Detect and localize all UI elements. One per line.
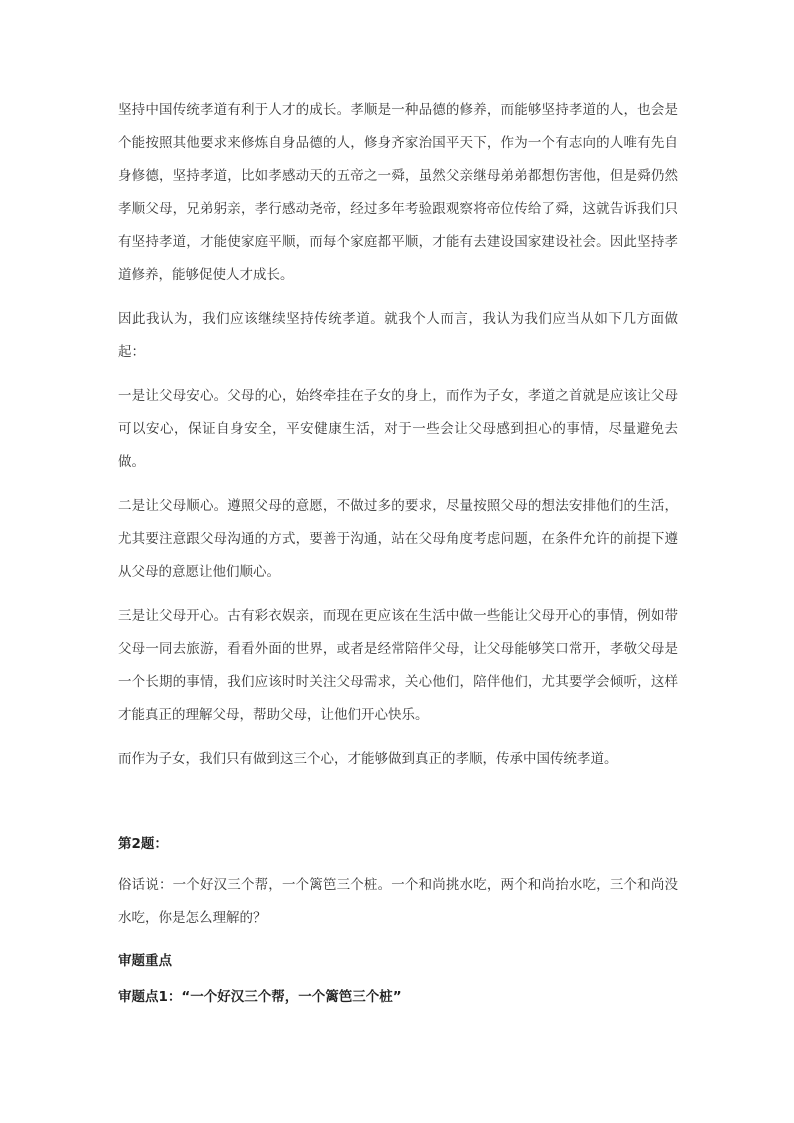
paragraph-talent-growth: 坚持中国传统孝道有利于人才的成长。孝顺是一种品德的修养，而能够坚持孝道的人，也会是个能按照其他要求来修炼自身品德的人，修身齐家治国平天下，作为一个有志向的人唯有先自身修德，坚持孝道，比如孝感动天的五帝之一舜，虽然父亲继母弟弟都想伤害他，但是舜仍然孝顺父母，兄弟躬亲，孝行感动尧帝，经过多年考验跟观察将帝位传给了舜，这就告诉我们只有坚持孝道，才能使家庭平顺，而每个家庭都平顺，才能有去建设国家建设社会。因此坚持孝道修养，能够促使人才成长。 <box>118 102 678 283</box>
paragraph-conclusion: 而作为子女，我们只有做到这三个心，才能够做到真正的孝顺，传承中国传统孝道。 <box>118 751 618 767</box>
document-page <box>118 94 678 1012</box>
question-title: 第2题： <box>118 836 168 852</box>
paragraph-continue-filial-piety: 因此我认为，我们应该继续坚持传统孝道。就我个人而言，我认为我们应当从如下几方面做起： <box>118 311 678 360</box>
point-heading: 审题点1：“一个好汉三个帮，一个篱笆三个桩” <box>118 989 402 1005</box>
paragraph-peace-of-mind: 一是让父母安心。父母的心，始终牵挂在子女的身上，而作为子女，孝道之首就是应该让父母可以安心，保证自身安全，平安健康生活，对于一些会让父母感到担心的事情，尽量避免去做。 <box>118 388 678 470</box>
paragraph-happiness: 三是让父母开心。古有彩衣娱亲，而现在更应该在生活中做一些能让父母开心的事情，例如带父母一同去旅游，看看外面的世界，或者是经常陪伴父母，让父母能够笑口常开，孝敬父母是一个长期的事情，我们应该时时关注父母需求，关心他们，陪伴他们，尤其要学会倾听，这样才能真正的理解父母，帮助父母，让他们开心快乐。 <box>118 608 678 723</box>
section-spacer <box>118 787 678 828</box>
question-text: 俗话说：一个好汉三个帮，一个篱笆三个桩。一个和尚挑水吃，两个和尚抬水吃，三个和尚没水吃，你是怎么理解的？ <box>118 877 678 926</box>
section-heading: 审题重点 <box>118 953 172 969</box>
paragraph-compliance: 二是让父母顺心。遵照父母的意愿，不做过多的要求，尽量按照父母的想法安排他们的生活，尤其要注意跟父母沟通的方式，要善于沟通，站在父母角度考虑问题，在条件允许的前提下遵从父母的意愿让他们顺心。 <box>118 498 678 580</box>
